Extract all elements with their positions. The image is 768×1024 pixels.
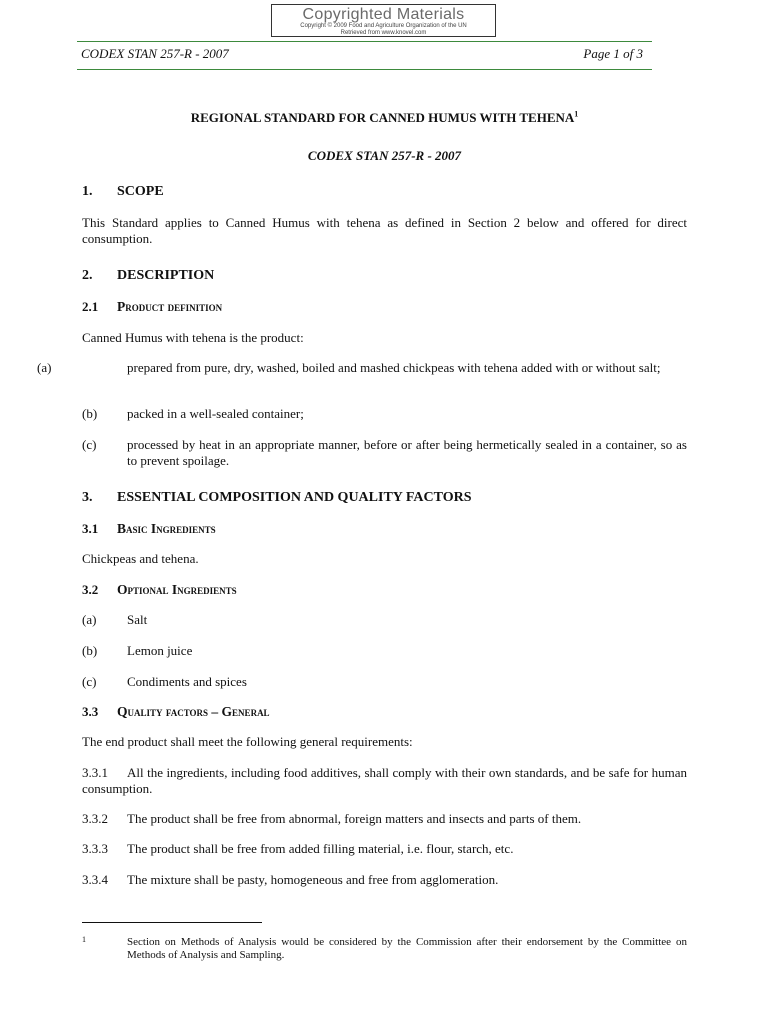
- title-footnote-ref: 1: [574, 109, 579, 119]
- requirement-3-3-1: [82, 765, 687, 797]
- product-definition-intro: Canned Humus with tehena is the product:: [82, 330, 304, 345]
- header-rule-top: [77, 41, 652, 42]
- subsection-3-1-title: Basic Ingredients: [117, 521, 216, 536]
- optional-ingredient-salt: Salt: [127, 612, 148, 627]
- copyright-stamp: [271, 4, 496, 37]
- section-3-number: 3.: [82, 490, 93, 505]
- stamp-title: Copyrighted Materials: [302, 6, 465, 23]
- definition-item-a: [37, 360, 687, 376]
- document-title-text: REGIONAL STANDARD FOR CANNED HUMUS WITH TEHENA: [190, 110, 575, 125]
- requirement-number: 3.3.4: [82, 872, 108, 887]
- item-text: prepared from pure, dry, washed, boiled and mashed chickpeas with tehena added with or without salt;: [127, 360, 661, 375]
- footnote-text: Section on Methods of Analysis would be considered by the Commission after their endorsement by the Committee on Methods of Analysis and Sampling.: [127, 936, 687, 961]
- item-mark: (c): [82, 674, 97, 689]
- header-page-number: Page 1 of 3: [583, 46, 643, 61]
- stamp-line-1: Copyright © 2009 Food and Agriculture Organization of the UN: [300, 23, 467, 29]
- footnote-mark: 1: [82, 935, 86, 944]
- document-title: [82, 110, 687, 126]
- subsection-3-3-number: 3.3: [82, 704, 99, 719]
- footnote-rule: [82, 922, 262, 923]
- stamp-line-2: Retrieved from www.knovel.com: [340, 29, 427, 36]
- optional-ingredient-spices: Condiments and spices: [127, 674, 247, 689]
- scope-paragraph: This Standard applies to Canned Humus with tehena as defined in Section 2 below and offered for direct consumption.: [82, 215, 687, 246]
- header-doc-code: CODEX STAN 257-R - 2007: [81, 46, 229, 61]
- requirement-text: All the ingredients, including food additives, shall comply with their own standards, and be safe for human consumption.: [82, 765, 687, 796]
- requirement-3-3-2: The product shall be free from abnormal, foreign matters and insects and parts of them.: [127, 811, 582, 826]
- item-mark: (a): [37, 360, 52, 375]
- optional-ingredient-lemon: Lemon juice: [127, 643, 193, 658]
- item-mark: (b): [82, 406, 98, 421]
- definition-item-c: processed by heat in an appropriate manner, before or after being hermetically sealed in a container, so as to prevent spoilage.: [127, 437, 687, 468]
- item-mark: (a): [82, 612, 97, 627]
- item-mark: (b): [82, 643, 98, 658]
- section-2-number: 2.: [82, 268, 93, 283]
- header-rule-bottom: [77, 69, 652, 70]
- section-2-title: DESCRIPTION: [117, 268, 215, 283]
- quality-factors-intro: The end product shall meet the following general requirements:: [82, 734, 413, 749]
- document-subtitle: CODEX STAN 257-R - 2007: [307, 148, 462, 163]
- subsection-3-2-number: 3.2: [82, 582, 99, 597]
- requirement-number: 3.3.3: [82, 841, 108, 856]
- requirement-3-3-3: The product shall be free from added filling material, i.e. flour, starch, etc.: [127, 841, 514, 856]
- subsection-3-1-number: 3.1: [82, 521, 99, 536]
- subsection-2-1-number: 2.1: [82, 299, 99, 314]
- requirement-number: 3.3.2: [82, 811, 108, 826]
- section-1-title: SCOPE: [117, 184, 164, 199]
- requirement-number: 3.3.1: [82, 765, 108, 780]
- requirement-3-3-4: The mixture shall be pasty, homogeneous and free from agglomeration.: [127, 872, 499, 887]
- subsection-3-2-title: Optional Ingredients: [117, 582, 237, 597]
- section-3-title: ESSENTIAL COMPOSITION AND QUALITY FACTORS: [117, 490, 472, 505]
- subsection-3-3-title: Quality factors – General: [117, 704, 270, 719]
- definition-item-b: packed in a well-sealed container;: [127, 406, 304, 421]
- section-1-number: 1.: [82, 184, 93, 199]
- basic-ingredients-text: Chickpeas and tehena.: [82, 551, 199, 566]
- item-mark: (c): [82, 437, 97, 452]
- subsection-2-1-title: Product definition: [117, 299, 223, 314]
